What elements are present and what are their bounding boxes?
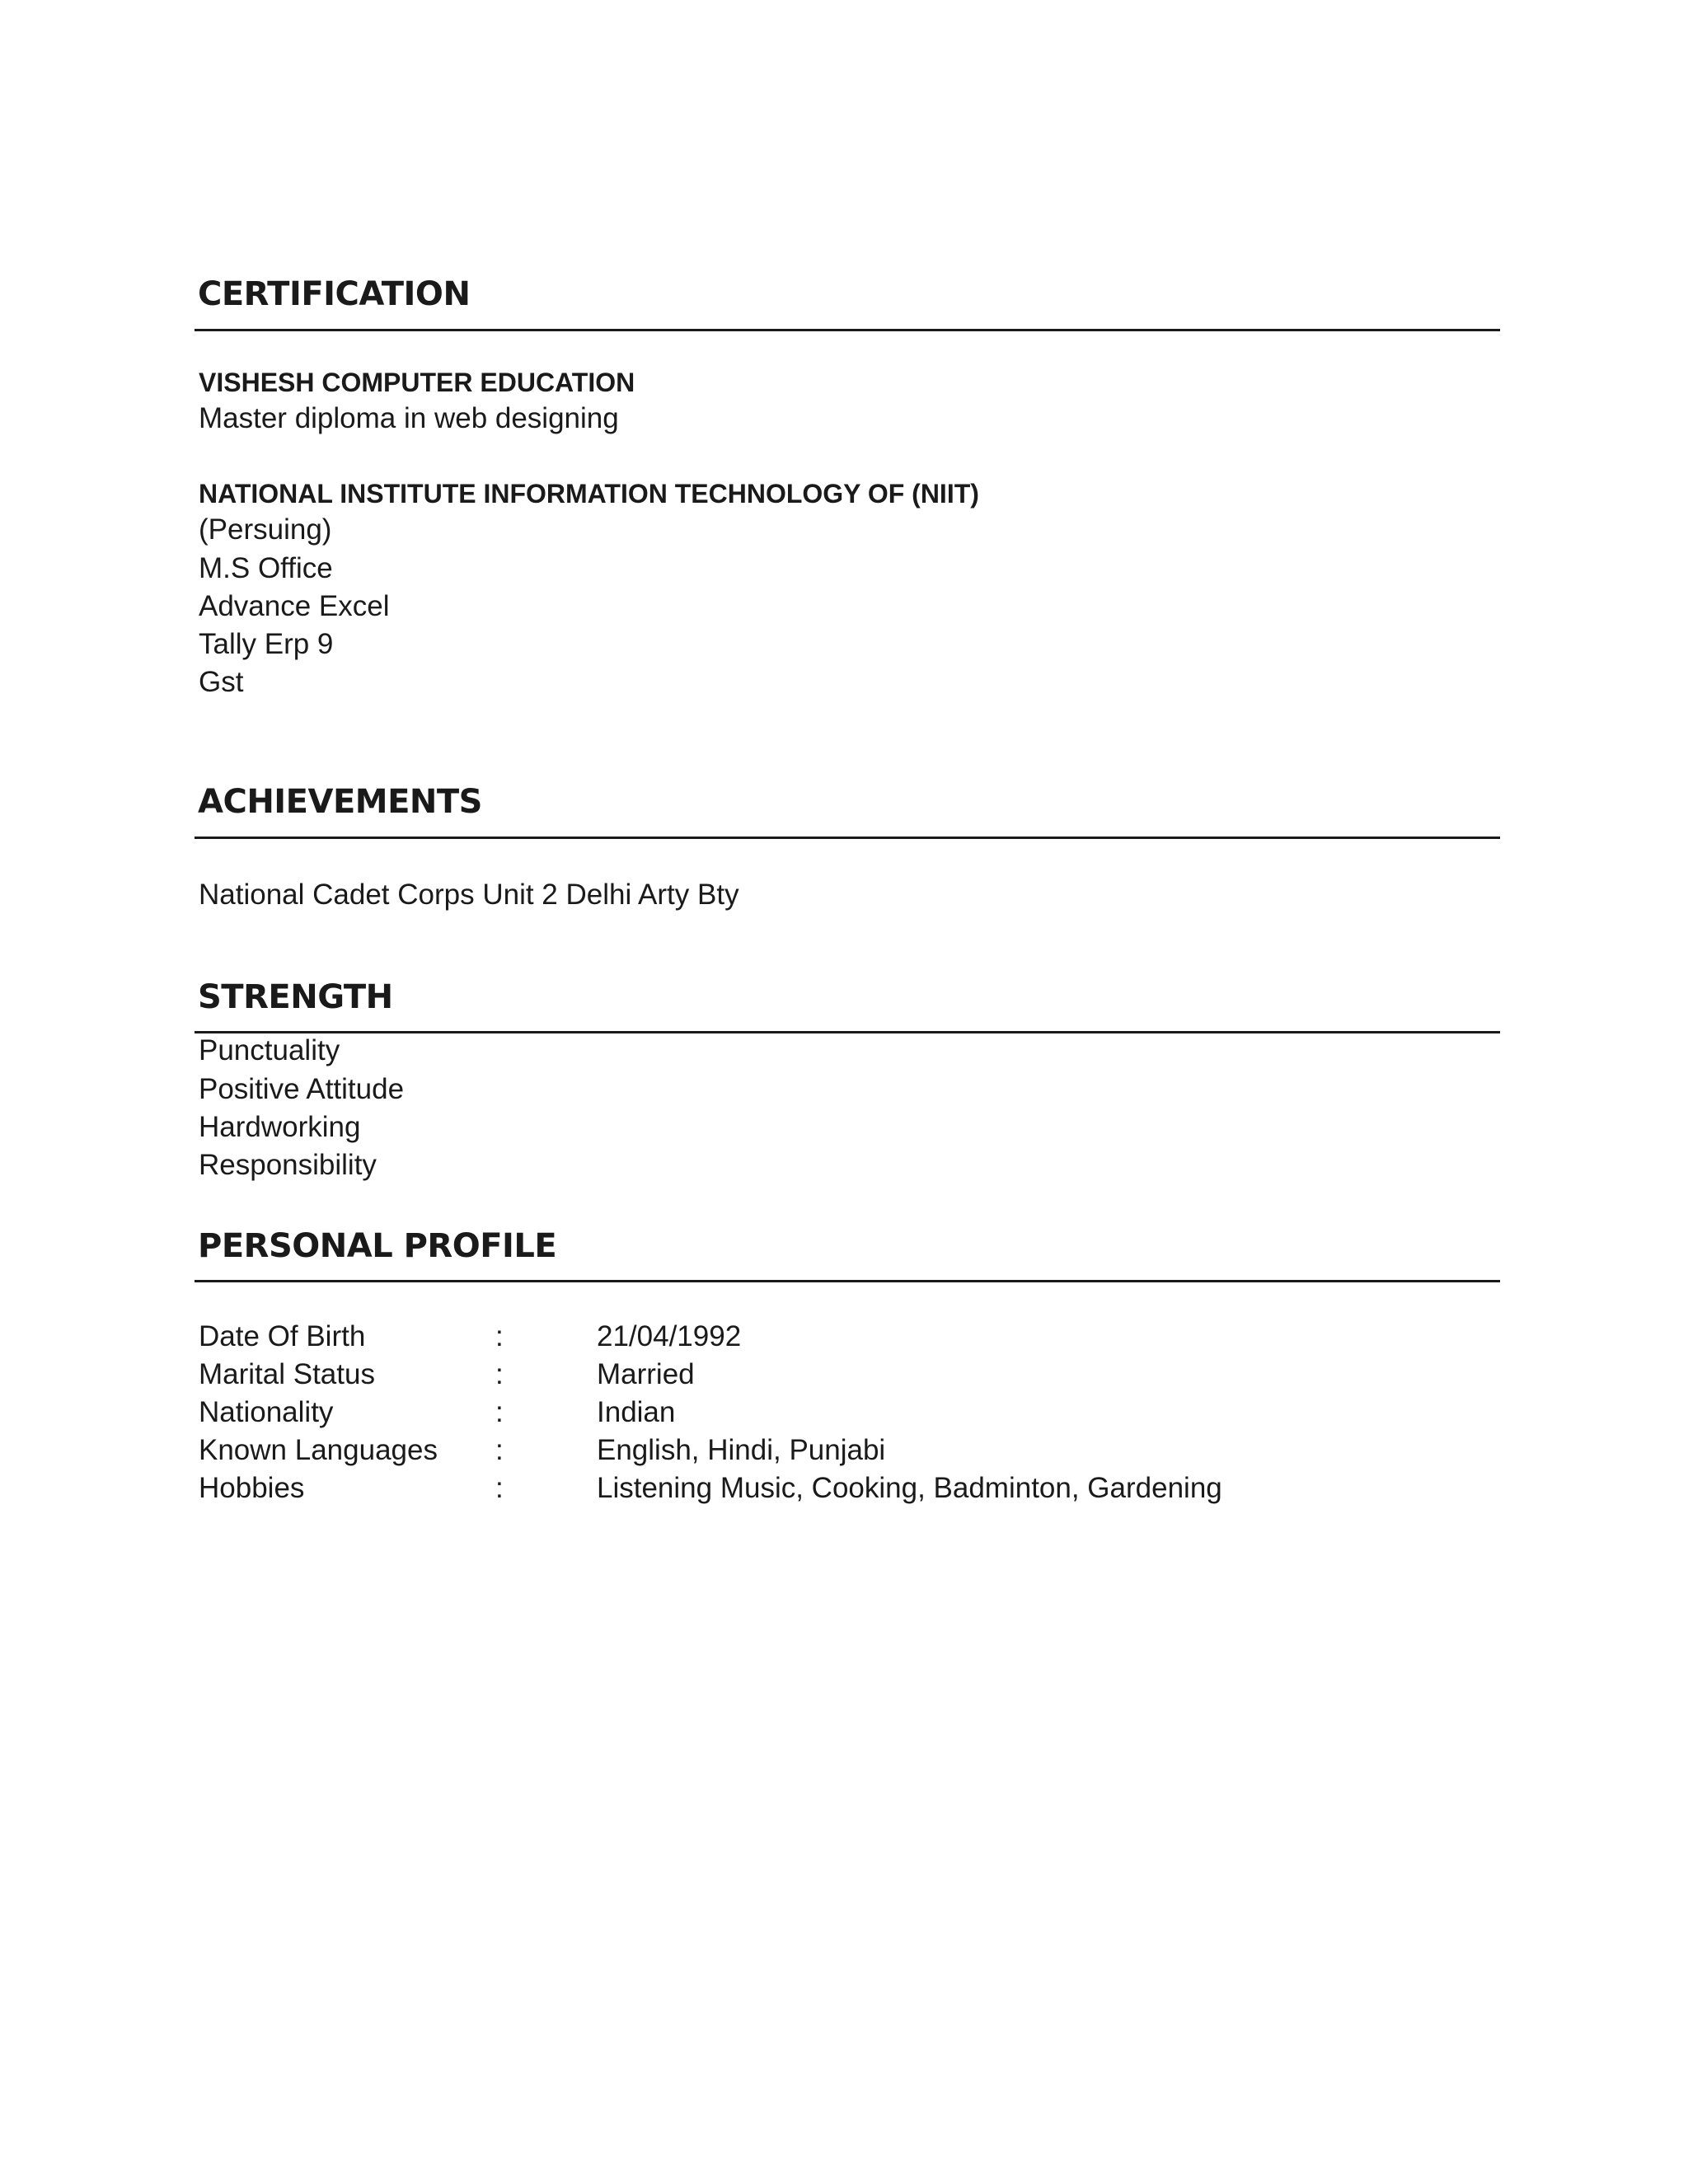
profile-label: Marital Status [199,1358,375,1390]
certification-line: Gst [199,666,244,698]
profile-value: Listening Music, Cooking, Badminton, Gardening [597,1472,1222,1504]
profile-separator: : [495,1472,504,1504]
profile-row-known-languages [199,1434,1353,1472]
profile-value: English, Hindi, Punjabi [597,1434,886,1466]
certification-line: Tally Erp 9 [199,628,334,660]
certification-org: VISHESH COMPUTER EDUCATION [199,368,635,397]
strength-item: Positive Attitude [199,1073,405,1105]
achievements-divider [195,837,1500,839]
profile-row-marital-status [199,1358,1353,1396]
profile-separator: : [495,1358,504,1390]
personal-profile-divider [195,1280,1500,1282]
profile-separator: : [495,1320,504,1352]
profile-row-nationality [199,1396,1353,1434]
certification-line: (Persuing) [199,513,332,546]
profile-value: Married [597,1358,695,1390]
strength-heading: STRENGTH [198,978,393,1016]
profile-value: Indian [597,1396,676,1428]
personal-profile-heading: PERSONAL PROFILE [198,1227,557,1265]
certification-heading: CERTIFICATION [198,275,471,313]
achievement-item: National Cadet Corps Unit 2 Delhi Arty Bty [199,879,739,911]
strength-item: Punctuality [199,1034,340,1066]
profile-row-date-of-birth [199,1320,1353,1358]
certification-line: Master diploma in web designing [199,402,619,434]
strength-divider [195,1031,1500,1033]
achievements-heading: ACHIEVEMENTS [198,783,482,821]
certification-divider [195,329,1500,331]
profile-separator: : [495,1396,504,1428]
profile-row-hobbies [199,1472,1353,1510]
profile-separator: : [495,1434,504,1466]
strength-item: Hardworking [199,1111,361,1143]
certification-line: M.S Office [199,552,333,584]
profile-label: Nationality [199,1396,334,1428]
profile-label: Known Languages [199,1434,438,1466]
certification-line: Advance Excel [199,590,390,622]
strength-item: Responsibility [199,1149,377,1181]
profile-label: Hobbies [199,1472,305,1504]
profile-value: 21/04/1992 [597,1320,742,1352]
certification-org: NATIONAL INSTITUTE INFORMATION TECHNOLOGY OF (NIIT) [199,479,979,509]
profile-label: Date Of Birth [199,1320,366,1352]
